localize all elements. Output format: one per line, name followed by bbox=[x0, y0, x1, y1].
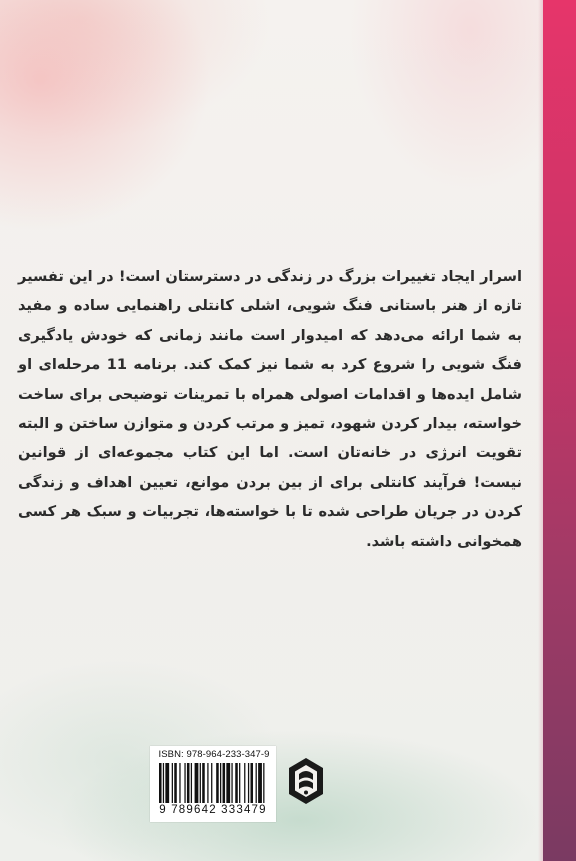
barcode-icon bbox=[159, 763, 267, 803]
barcode-bar bbox=[207, 763, 208, 803]
isbn-label: ISBN: 978-964-233-347-9 bbox=[158, 749, 270, 760]
barcode-bar bbox=[223, 763, 226, 803]
barcode-bar bbox=[248, 763, 249, 803]
barcode-bar bbox=[263, 763, 264, 803]
barcode-bar bbox=[174, 763, 177, 803]
barcode-bar bbox=[202, 763, 205, 803]
publisher-logo-icon bbox=[287, 756, 325, 806]
barcode-bar bbox=[163, 763, 164, 803]
barcode-bar bbox=[235, 763, 238, 803]
barcode-bar bbox=[187, 763, 190, 803]
barcode-bar bbox=[184, 763, 185, 803]
barcode-panel bbox=[150, 746, 276, 822]
barcode-bar bbox=[211, 763, 212, 803]
barcode-bar bbox=[256, 763, 257, 803]
barcode-bar bbox=[179, 763, 180, 803]
barcode-bar bbox=[172, 763, 173, 803]
barcode-bar bbox=[258, 763, 262, 803]
barcode-bar bbox=[200, 763, 201, 803]
book-spine bbox=[543, 0, 576, 861]
barcode-bar bbox=[195, 763, 199, 803]
blurb-text: اسرار ایجاد تغییرات بزرگ در زندگی در دسترستان است! در این تفسیر تازه از هنر باستانی فنگ شویی، اشلی کانتلی راهنمایی ساده و مفید به شما ارائه می‌دهد که امیدوار است مانند زمانی که خودش یادگیری فنگ شویی را شروع کرد به شما نیز کمک کند. برنامه 11 مرحله‌ای او شامل ایده‌ها و اقدامات اصولی همراه با تمرینات توضیحی برای ساخت خواسته، بیدار کردن شهود، تمیز و مرتب کردن و متوازن ساختن و البته تقویت انرژی در خانه‌تان است. اما این کتاب مجموعه‌ای از قوانین نیست! فرآیند کانتلی برای از بین بردن موانع، تعیین اهداف و زندگی کردن در جریان طراحی شده تا با خواسته‌ها، تجربیات و سبک هر کسی همخوانی داشته باشد. bbox=[18, 268, 522, 550]
barcode-bar bbox=[250, 763, 253, 803]
barcode-bar bbox=[191, 763, 192, 803]
barcode-bar bbox=[220, 763, 221, 803]
barcode-bar bbox=[159, 763, 162, 803]
barcode-bar bbox=[216, 763, 219, 803]
barcode-bar bbox=[231, 763, 232, 803]
ean-digits: 9 789642 333479 bbox=[159, 804, 267, 816]
barcode-bar bbox=[226, 763, 230, 803]
barcode-bar bbox=[165, 763, 169, 803]
barcode-bar bbox=[244, 763, 245, 803]
barcode-bar bbox=[239, 763, 240, 803]
